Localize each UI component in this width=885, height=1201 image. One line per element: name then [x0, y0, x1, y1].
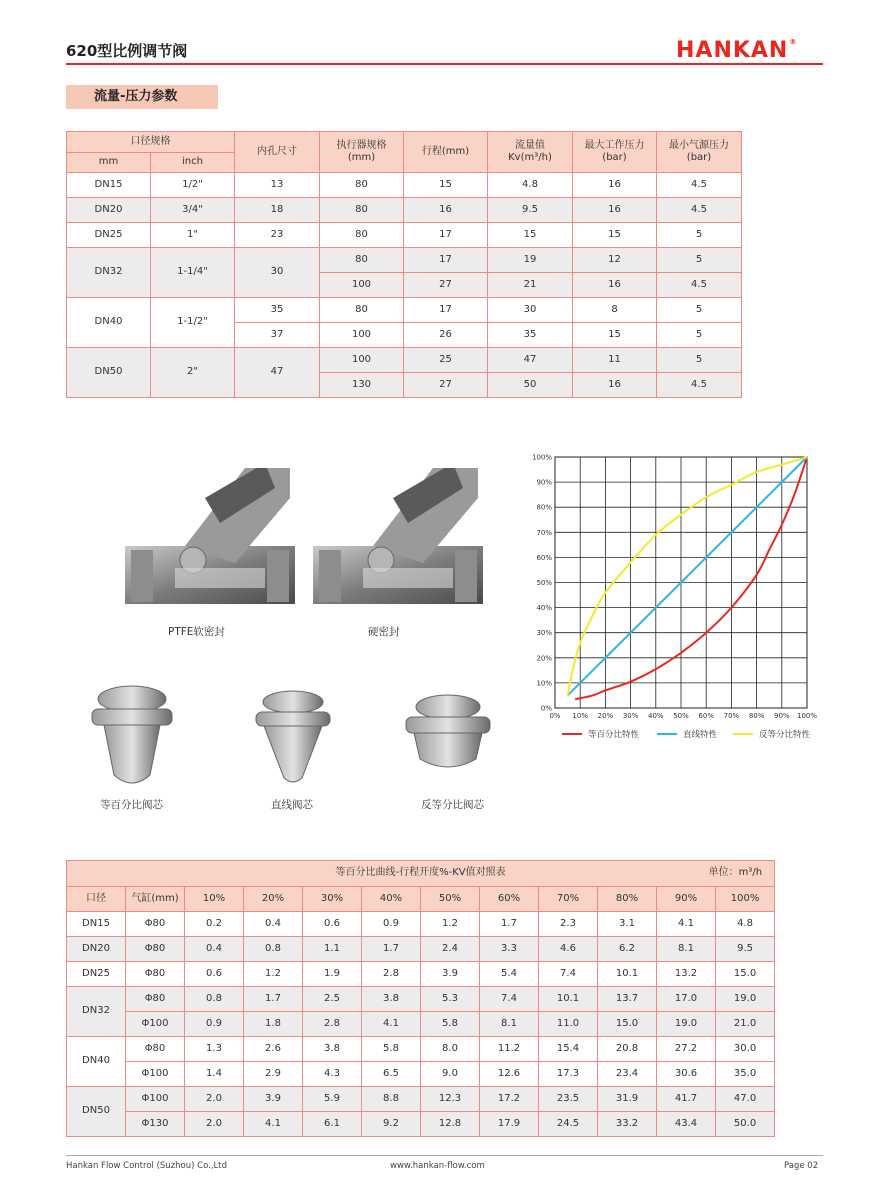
- cell: 4.1: [657, 912, 716, 937]
- table-row: [67, 1112, 775, 1137]
- legend-label: 直线特性: [683, 730, 718, 740]
- cell: 0.4: [185, 937, 244, 962]
- cell: 11: [573, 348, 657, 373]
- cell: 35: [488, 323, 573, 348]
- cell: 80: [320, 248, 404, 273]
- cell: Φ100: [126, 1087, 185, 1112]
- cell: 16: [573, 198, 657, 223]
- cell: DN50: [67, 348, 151, 398]
- cell: 25: [404, 348, 488, 373]
- y-tick-label: 50%: [536, 579, 552, 587]
- cell: 17: [404, 248, 488, 273]
- cell: 2.0: [185, 1087, 244, 1112]
- cell: 16: [573, 173, 657, 198]
- cell: 9.5: [488, 198, 573, 223]
- cell: 0.2: [185, 912, 244, 937]
- cell: 15: [573, 223, 657, 248]
- brand-logo: [676, 38, 797, 63]
- cell: 31.9: [598, 1087, 657, 1112]
- x-tick-label: 100%: [796, 712, 818, 720]
- cell: 8.0: [421, 1037, 480, 1062]
- x-tick-label: 40%: [648, 712, 664, 720]
- kv-table-header: 10%: [185, 887, 244, 912]
- x-tick-label: 90%: [774, 712, 790, 720]
- header-bore: 内孔尺寸: [235, 132, 320, 173]
- header-kv: 流量值 Kv(m³/h): [488, 132, 573, 173]
- cell: 4.5: [657, 198, 742, 223]
- legend-label: 反等分比特性: [759, 730, 811, 740]
- cell: 30.0: [716, 1037, 775, 1062]
- cell: 50.0: [716, 1112, 775, 1137]
- cell: 6.2: [598, 937, 657, 962]
- header-actuator: 执行器规格 (mm): [320, 132, 404, 173]
- cell: 23.5: [539, 1087, 598, 1112]
- cell: 2.0: [185, 1112, 244, 1137]
- cell: 16: [404, 198, 488, 223]
- header-inch: inch: [151, 153, 235, 173]
- kv-table-header: 20%: [244, 887, 303, 912]
- y-tick-label: 80%: [536, 503, 552, 512]
- cell: 2.3: [539, 912, 598, 937]
- linear-plug-image: [250, 688, 336, 788]
- cell: 0.9: [185, 1012, 244, 1037]
- logo-text: HANKAN: [676, 38, 789, 63]
- cell: 17: [404, 298, 488, 323]
- cell: 30.6: [657, 1062, 716, 1087]
- cell: 1.7: [362, 937, 421, 962]
- page-title: 620型比例调节阀: [66, 42, 188, 60]
- chart-legend: [562, 729, 811, 740]
- table-row: [67, 962, 775, 987]
- cell: 21: [488, 273, 573, 298]
- table-row: [67, 198, 742, 223]
- table-row: [67, 298, 742, 323]
- cell: 1.4: [185, 1062, 244, 1087]
- equal-percentage-plug-image: [84, 683, 180, 793]
- cell: 50: [488, 373, 573, 398]
- equal-percentage-plug-label: 等百分比阀芯: [100, 799, 163, 811]
- cell: 1.2: [244, 962, 303, 987]
- cell: 7.4: [539, 962, 598, 987]
- cell: 47.0: [716, 1087, 775, 1112]
- cell: 80: [320, 298, 404, 323]
- cell: 11.2: [480, 1037, 539, 1062]
- cell: 1": [151, 223, 235, 248]
- cell: 80: [320, 198, 404, 223]
- inverse-plug-label: 反等分比阀芯: [421, 799, 484, 811]
- kv-table-header: 60%: [480, 887, 539, 912]
- cell: 27.2: [657, 1037, 716, 1062]
- cell: DN20: [67, 198, 151, 223]
- cell: 13.2: [657, 962, 716, 987]
- header-max-pressure: 最大工作压力 (bar): [573, 132, 657, 173]
- cell: 1.8: [244, 1012, 303, 1037]
- kv-table-header: 100%: [716, 887, 775, 912]
- cell: 3.3: [480, 937, 539, 962]
- table-row: [67, 348, 742, 373]
- cell: DN32: [67, 987, 126, 1037]
- cell: 5: [657, 298, 742, 323]
- y-tick-label: 40%: [536, 604, 552, 613]
- cell: 12.6: [480, 1062, 539, 1087]
- y-tick-label: 30%: [536, 629, 552, 638]
- y-tick-label: 0%: [540, 704, 552, 713]
- cell: 1.3: [185, 1037, 244, 1062]
- cell: 19: [488, 248, 573, 273]
- cell: 1/2": [151, 173, 235, 198]
- cell: 35: [235, 298, 320, 323]
- cell: Φ100: [126, 1062, 185, 1087]
- cell: Φ80: [126, 937, 185, 962]
- y-tick-label: 60%: [536, 553, 552, 562]
- table-row: [67, 912, 775, 937]
- cell: 17.2: [480, 1087, 539, 1112]
- header-divider: [66, 63, 823, 65]
- cell: 3/4": [151, 198, 235, 223]
- cell: 5: [657, 223, 742, 248]
- cell: 41.7: [657, 1087, 716, 1112]
- registered-mark: ®: [789, 38, 798, 46]
- cell: 11.0: [539, 1012, 598, 1037]
- cell: 19.0: [716, 987, 775, 1012]
- cell: 37: [235, 323, 320, 348]
- cell: 13: [235, 173, 320, 198]
- cell: 17: [404, 223, 488, 248]
- x-tick-label: 20%: [597, 712, 614, 720]
- cell: 8.1: [657, 937, 716, 962]
- cell: 100: [320, 348, 404, 373]
- table-row: [67, 1062, 775, 1087]
- cell: 9.0: [421, 1062, 480, 1087]
- cell: 9.5: [716, 937, 775, 962]
- cell: 2": [151, 348, 235, 398]
- cell: 6.1: [303, 1112, 362, 1137]
- cell: Φ80: [126, 912, 185, 937]
- linear-plug-label: 直线阀芯: [271, 799, 313, 811]
- header-stroke: 行程(mm): [404, 132, 488, 173]
- x-tick-label: 30%: [622, 712, 639, 720]
- cell: 2.9: [244, 1062, 303, 1087]
- y-tick-label: 10%: [536, 679, 552, 688]
- cell: 35.0: [716, 1062, 775, 1087]
- cell: Φ100: [126, 1012, 185, 1037]
- hard-seal-label: 硬密封: [368, 626, 400, 638]
- kv-table-unit: 单位：m³/h: [708, 867, 763, 878]
- cell: 1.7: [480, 912, 539, 937]
- legend-label: 等百分比特性: [588, 730, 640, 740]
- cell: 15.0: [716, 962, 775, 987]
- table-row: [67, 173, 742, 198]
- cell: DN20: [67, 937, 126, 962]
- cell: 7.4: [480, 987, 539, 1012]
- cell: 20.8: [598, 1037, 657, 1062]
- cell: 4.5: [657, 273, 742, 298]
- cell: 15.4: [539, 1037, 598, 1062]
- cell: 80: [320, 173, 404, 198]
- flow-characteristic-chart: [525, 448, 825, 748]
- cell: 17.3: [539, 1062, 598, 1087]
- kv-table-header: 口径: [67, 887, 126, 912]
- cell: 2.5: [303, 987, 362, 1012]
- cell: DN25: [67, 962, 126, 987]
- cell: 0.8: [185, 987, 244, 1012]
- cell: 3.9: [421, 962, 480, 987]
- cell: 16: [573, 373, 657, 398]
- cell: 17.0: [657, 987, 716, 1012]
- cell: 27: [404, 373, 488, 398]
- cell: 1.7: [244, 987, 303, 1012]
- x-tick-label: 50%: [673, 712, 689, 720]
- table-row: [67, 1087, 775, 1112]
- cell: Φ130: [126, 1112, 185, 1137]
- cell: DN15: [67, 173, 151, 198]
- cell: 100: [320, 273, 404, 298]
- x-tick-label: 0%: [549, 712, 561, 720]
- cell: 5.8: [362, 1037, 421, 1062]
- cell: 30: [235, 248, 320, 298]
- cell: 0.6: [303, 912, 362, 937]
- kv-table-header: 30%: [303, 887, 362, 912]
- table-row: [67, 248, 742, 273]
- cell: 8: [573, 298, 657, 323]
- cell: 12.8: [421, 1112, 480, 1137]
- cell: 15: [488, 223, 573, 248]
- x-tick-label: 80%: [748, 712, 765, 720]
- kv-table-header: 70%: [539, 887, 598, 912]
- cell: 16: [573, 273, 657, 298]
- footer-page-number: Page 02: [784, 1161, 819, 1171]
- cell: 3.9: [244, 1087, 303, 1112]
- cell: 4.5: [657, 373, 742, 398]
- cell: 4.8: [716, 912, 775, 937]
- cell: DN32: [67, 248, 151, 298]
- x-tick-label: 10%: [572, 712, 588, 720]
- kv-table-header: 80%: [598, 887, 657, 912]
- cell: 2.6: [244, 1037, 303, 1062]
- y-tick-label: 100%: [531, 453, 552, 462]
- cell: 2.8: [303, 1012, 362, 1037]
- cell: 4.8: [488, 173, 573, 198]
- cell: 5: [657, 348, 742, 373]
- header-mm: mm: [67, 153, 151, 173]
- cell: 5.8: [421, 1012, 480, 1037]
- cell: 8.1: [480, 1012, 539, 1037]
- table-row: [67, 987, 775, 1012]
- cell: 3.1: [598, 912, 657, 937]
- kv-table-header: 气缸(mm): [126, 887, 185, 912]
- section-title: 流量-压力参数: [66, 85, 218, 109]
- y-tick-label: 90%: [536, 478, 552, 487]
- kv-table-title-row: [67, 861, 775, 887]
- cell: 9.2: [362, 1112, 421, 1137]
- x-tick-label: 60%: [698, 712, 714, 720]
- cell: 3.8: [362, 987, 421, 1012]
- cell: 0.9: [362, 912, 421, 937]
- cell: 0.6: [185, 962, 244, 987]
- cell: 47: [235, 348, 320, 398]
- cell: 10.1: [598, 962, 657, 987]
- cell: 6.5: [362, 1062, 421, 1087]
- cell: 15.0: [598, 1012, 657, 1037]
- kv-table-header: 90%: [657, 887, 716, 912]
- cell: 5.9: [303, 1087, 362, 1112]
- cell: 4.3: [303, 1062, 362, 1087]
- x-tick-label: 70%: [723, 712, 740, 720]
- kv-opening-table: [66, 860, 775, 1137]
- cell: 0.8: [244, 937, 303, 962]
- inverse-equal-percentage-plug-image: [402, 693, 494, 779]
- cell: Φ80: [126, 962, 185, 987]
- cell: 5.3: [421, 987, 480, 1012]
- cell: 2.8: [362, 962, 421, 987]
- y-tick-label: 70%: [536, 528, 552, 537]
- cell: DN40: [67, 1037, 126, 1087]
- y-tick-label: 20%: [536, 654, 552, 663]
- cell: 1-1/4": [151, 248, 235, 298]
- cell: 5: [657, 323, 742, 348]
- cell: 80: [320, 223, 404, 248]
- cell: 1.9: [303, 962, 362, 987]
- cell: 1.2: [421, 912, 480, 937]
- cell: 17.9: [480, 1112, 539, 1137]
- cell: 43.4: [657, 1112, 716, 1137]
- cell: 5: [657, 248, 742, 273]
- cell: 23.4: [598, 1062, 657, 1087]
- cell: 8.8: [362, 1087, 421, 1112]
- cell: 23: [235, 223, 320, 248]
- header-min-air-pressure: 最小气源压力 (bar): [657, 132, 742, 173]
- flow-pressure-table: [66, 131, 742, 398]
- cell: 15: [404, 173, 488, 198]
- cell: 0.4: [244, 912, 303, 937]
- cell: 21.0: [716, 1012, 775, 1037]
- cell: 4.1: [244, 1112, 303, 1137]
- cell: 19.0: [657, 1012, 716, 1037]
- cell: 130: [320, 373, 404, 398]
- ptfe-seal-label: PTFE软密封: [168, 626, 225, 638]
- cell: 3.8: [303, 1037, 362, 1062]
- cell: 10.1: [539, 987, 598, 1012]
- footer-website: www.hankan-flow.com: [390, 1161, 485, 1171]
- cell: Φ80: [126, 1037, 185, 1062]
- kv-table-header: 50%: [421, 887, 480, 912]
- cell: DN15: [67, 912, 126, 937]
- cell: 27: [404, 273, 488, 298]
- cell: 30: [488, 298, 573, 323]
- cell: 4.1: [362, 1012, 421, 1037]
- cell: 47: [488, 348, 573, 373]
- cell: 5.4: [480, 962, 539, 987]
- cell: Φ80: [126, 987, 185, 1012]
- cell: 15: [573, 323, 657, 348]
- cell: 1.1: [303, 937, 362, 962]
- cell: 33.2: [598, 1112, 657, 1137]
- table-row: [67, 1037, 775, 1062]
- kv-table-title: 等百分比曲线-行程开度%-KV值对照表: [335, 867, 506, 879]
- cell: 12.3: [421, 1087, 480, 1112]
- cell: 4.6: [539, 937, 598, 962]
- cell: 2.4: [421, 937, 480, 962]
- cell: 13.7: [598, 987, 657, 1012]
- hard-seal-valve-cutaway-image: [313, 468, 483, 608]
- table-row: [67, 937, 775, 962]
- footer-divider: [66, 1155, 823, 1156]
- ptfe-valve-cutaway-image: [125, 468, 295, 608]
- header-size-spec: 口径规格: [67, 132, 235, 153]
- cell: DN25: [67, 223, 151, 248]
- cell: 4.5: [657, 173, 742, 198]
- cell: 100: [320, 323, 404, 348]
- cell: DN40: [67, 298, 151, 348]
- table-row: [67, 223, 742, 248]
- cell: 1-1/2": [151, 298, 235, 348]
- table-row: [67, 1012, 775, 1037]
- cell: 24.5: [539, 1112, 598, 1137]
- cell: DN50: [67, 1087, 126, 1137]
- kv-table-header: 40%: [362, 887, 421, 912]
- footer-company: Hankan Flow Control (Suzhou) Co.,Ltd: [66, 1161, 227, 1171]
- cell: 12: [573, 248, 657, 273]
- cell: 18: [235, 198, 320, 223]
- cell: 26: [404, 323, 488, 348]
